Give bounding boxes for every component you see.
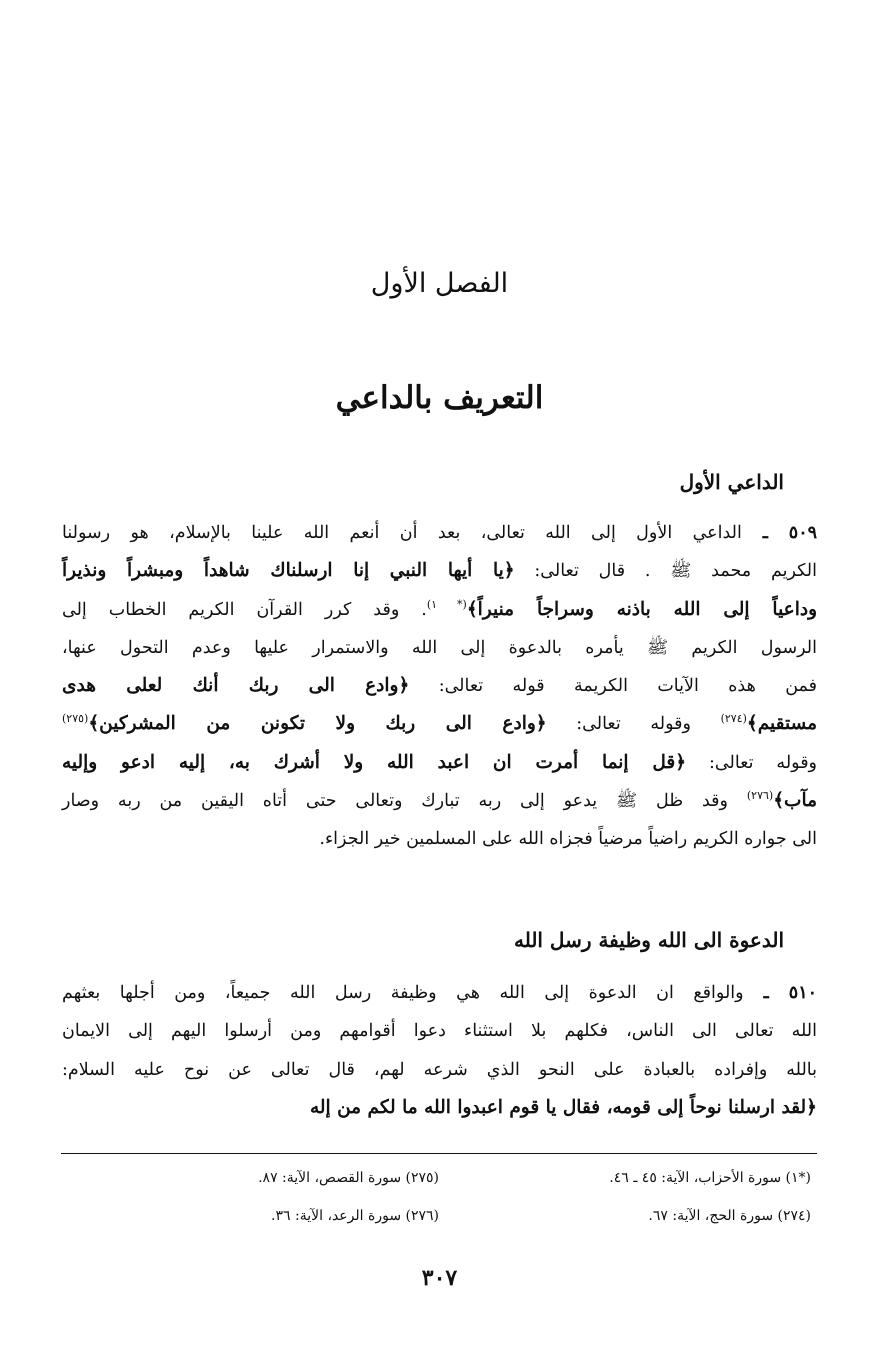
text-line	[62, 782, 817, 820]
text-segment: وقوله تعالى:	[686, 752, 818, 773]
text-segment: الكريم محمد ﷺ . قال تعالى:	[514, 561, 817, 582]
text-line	[62, 974, 817, 1012]
text-line	[62, 552, 817, 590]
page-number: ٣٠٧	[421, 1265, 458, 1291]
quran-verse: ﴿وادع الى ربك ولا تكونن من المشركين﴾	[88, 713, 547, 735]
quran-verse: وداعياً إلى الله باذنه وسراجاً منيراً﴾	[466, 598, 817, 620]
quran-verse: مستقيم﴾	[746, 713, 817, 735]
quran-verse: مآب﴾	[773, 790, 817, 812]
text-segment: الداعي الأول إلى الله تعالى، بعد أن أنعم الله علينا بالإسلام، هو رسولنا	[62, 523, 742, 543]
text-line	[62, 705, 817, 743]
text-line	[62, 1012, 817, 1050]
text-segment: الرسول الكريم ﷺ يأمره بالدعوة إلى الله والاستمرار عليها وعدم التحول عنها،	[62, 637, 818, 658]
text-segment: وقد ظل ﷺ يدعو إلى ربه تبارك وتعالى حتى أتاه اليقين من ربه وصار	[62, 791, 747, 812]
footnote-reference: (* ١)	[426, 597, 467, 611]
text-segment: بالله وإفراده بالعبادة على النحو الذي شرعه لهم، قال تعالى عن نوح عليه السلام:	[62, 1059, 817, 1080]
quran-verse: ﴿قل إنما أمرت ان اعبد الله ولا أشرك به، إليه ادعو وإليه	[62, 751, 687, 773]
text-line	[62, 514, 817, 552]
text-line	[62, 667, 817, 705]
footnote-reference: (٢٧٤)	[720, 712, 747, 726]
paragraph-number: ٥٠٩ ـ	[741, 523, 817, 543]
footnote-divider	[61, 1153, 817, 1154]
footnote-reference: (٢٧٥)	[62, 712, 89, 726]
chapter-label: الفصل الأول	[370, 268, 509, 299]
paragraph-510	[62, 974, 817, 1127]
text-segment: فمن هذه الآيات الكريمة قوله تعالى:	[409, 676, 817, 697]
footnote: (٢٧٦) سورة الرعد، الآية: ٣٦.	[271, 1208, 439, 1224]
quran-verse: ﴿يا أيها النبي إنا ارسلناك شاهداً ومبشراً ونذيراً	[62, 560, 515, 582]
text-segment: وقوله تعالى:	[546, 714, 721, 735]
text-line	[62, 591, 817, 629]
quran-verse: ﴿وادع الى ربك أنك لعلى هدى	[62, 675, 410, 697]
paragraph-number: ٥١٠ ـ	[743, 983, 817, 1003]
text-line	[62, 820, 817, 858]
paragraph-509	[62, 514, 817, 859]
footnote-reference: (٢٧٦)	[746, 789, 774, 803]
footnote: (٢٧٤) سورة الحج، الآية: ٦٧.	[648, 1208, 811, 1224]
footnote: (*١) سورة الأحزاب، الآية: ٤٥ ـ ٤٦.	[609, 1170, 811, 1186]
chapter-title: التعريف بالداعي	[335, 380, 544, 416]
text-segment: . وقد كرر القرآن الكريم الخطاب إلى	[62, 599, 427, 620]
text-line	[62, 1089, 817, 1127]
section-heading: الداعي الأول	[679, 470, 784, 494]
text-segment: والواقع ان الدعوة إلى الله هي وظيفة رسل الله جميعاً، ومن أجلها بعثهم	[62, 983, 744, 1003]
section-heading: الدعوة الى الله وظيفة رسل الله	[513, 928, 784, 952]
text-line	[62, 744, 817, 782]
text-line	[62, 1051, 817, 1089]
footnote: (٢٧٥) سورة القصص، الآية: ٨٧.	[258, 1170, 439, 1186]
text-segment: الله تعالى الى الناس، فكلهم بلا استثناء دعوا أقوامهم ومن أرسلوا اليهم إلى الايمان	[62, 1021, 817, 1042]
text-line	[62, 629, 817, 667]
quran-verse: ﴿لقد ارسلنا نوحاً إلى قومه، فقال يا قوم اعبدوا الله ما لكم من إله	[309, 1096, 817, 1118]
text-segment: الى جواره الكريم راضياً مرضياً فجزاه الله على المسلمين خير الجزاء.	[319, 829, 817, 850]
